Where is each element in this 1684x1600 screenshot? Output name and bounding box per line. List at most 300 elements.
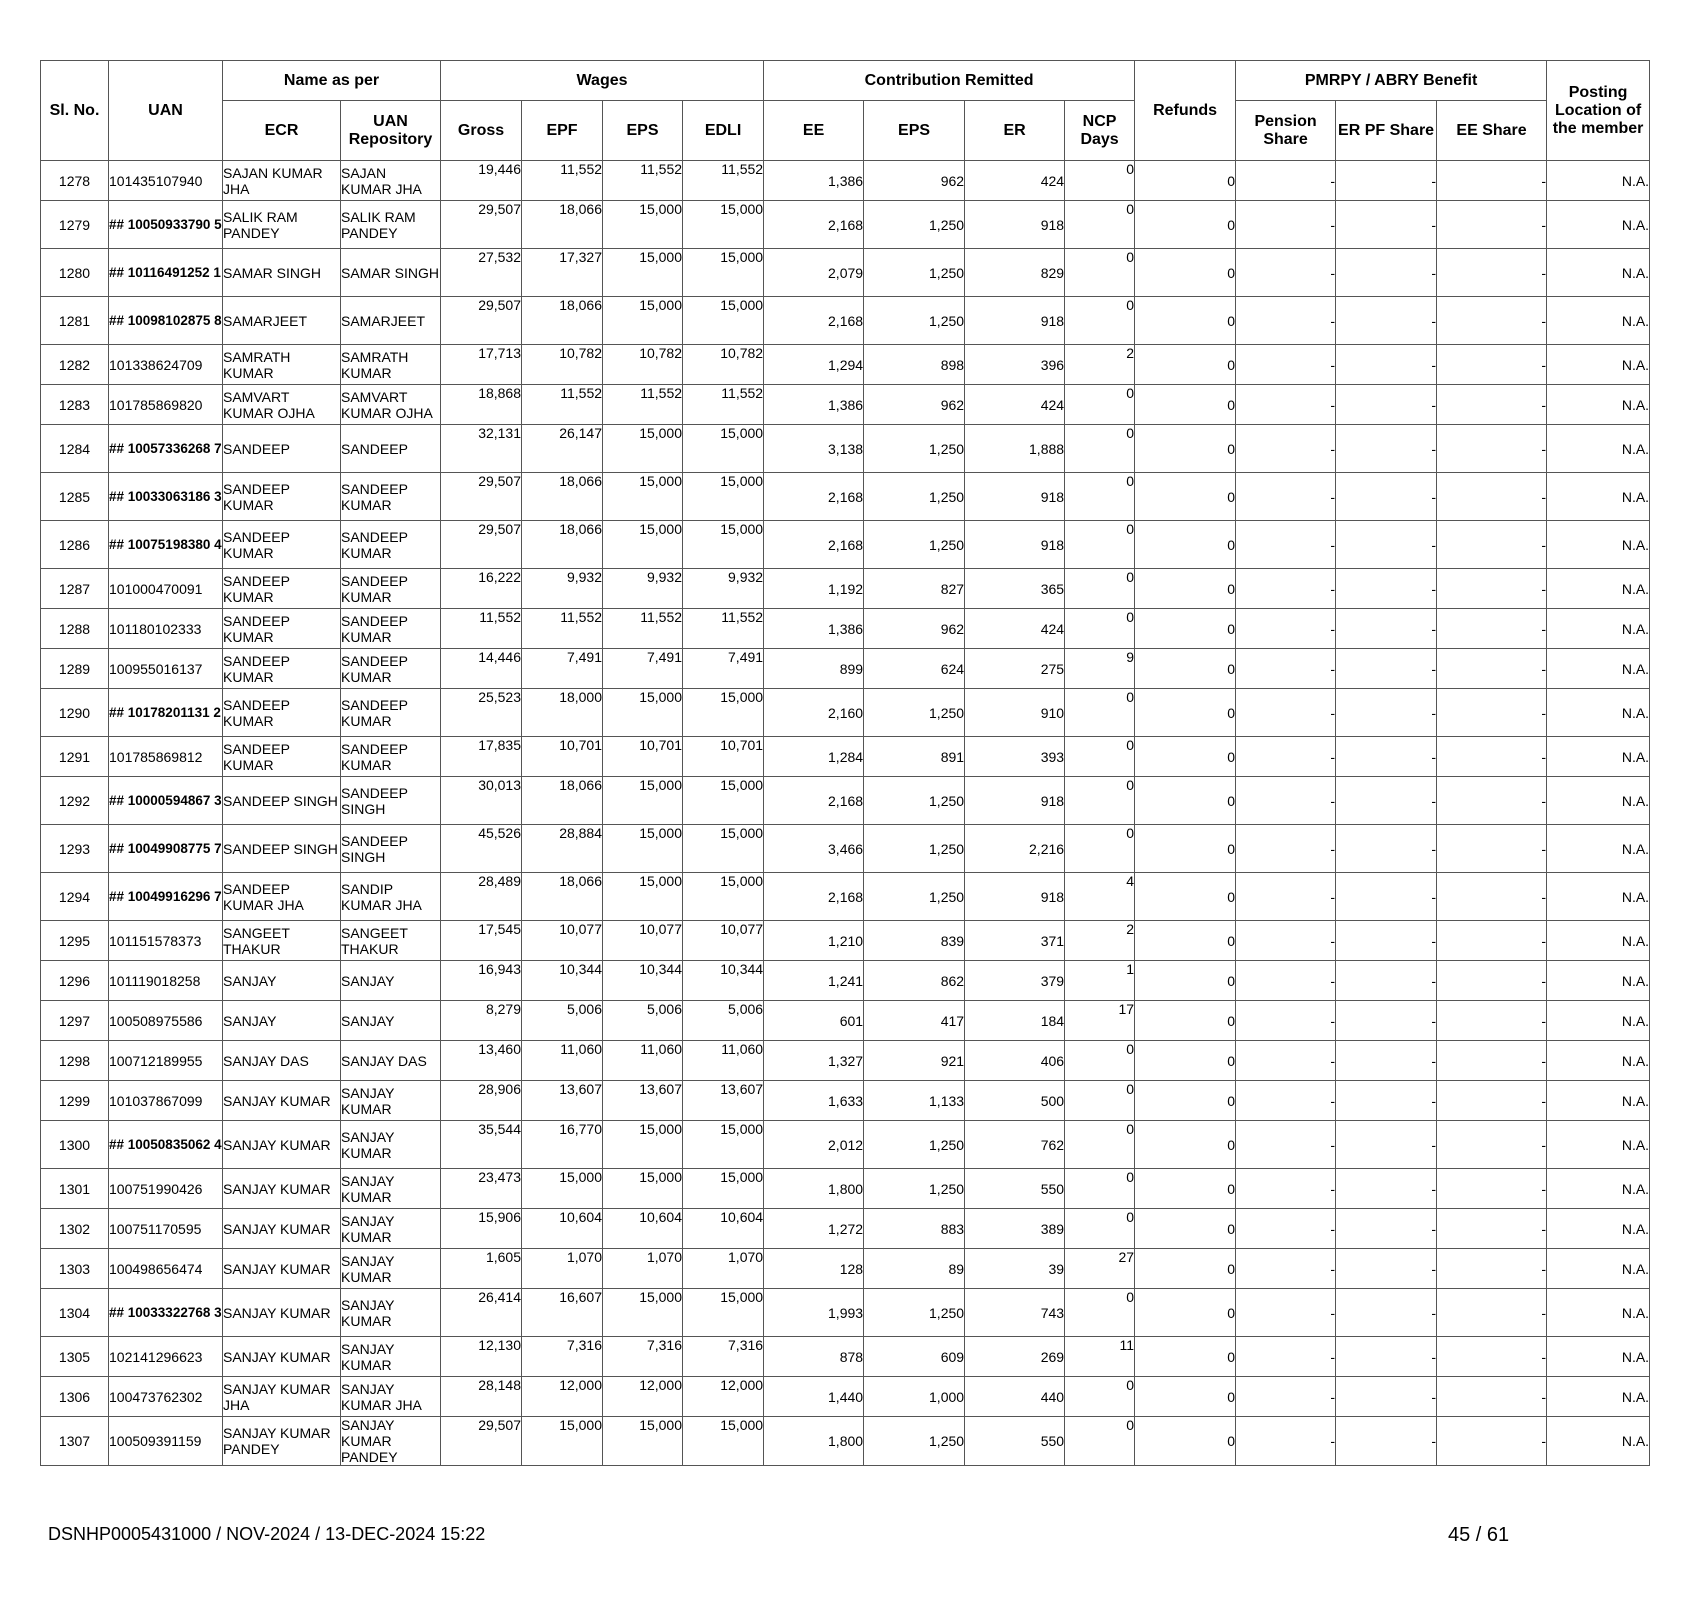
- cell-cr-eps: 1,133: [864, 1081, 965, 1121]
- cell-eps: 15,000: [603, 1121, 683, 1169]
- cell-ncp-days: 0: [1065, 473, 1135, 521]
- cell-eps: 1,070: [603, 1249, 683, 1289]
- cell-er: 406: [965, 1041, 1065, 1081]
- cell-edli: 15,000: [683, 1121, 764, 1169]
- cell-gross: 29,507: [441, 297, 522, 345]
- col-epf: EPF: [522, 101, 603, 161]
- cell-ee-share: -: [1437, 1081, 1547, 1121]
- cell-refunds: 0: [1135, 473, 1236, 521]
- cell-ecr-name: SANJAY KUMAR: [223, 1337, 341, 1377]
- cell-pension-share: -: [1236, 297, 1336, 345]
- cell-cr-eps: 1,000: [864, 1377, 965, 1417]
- cell-gross: 23,473: [441, 1169, 522, 1209]
- cell-repository-name: SANGEET THAKUR: [341, 921, 441, 961]
- cell-ecr-name: SANJAY: [223, 1001, 341, 1041]
- cell-uan: 100751170595: [109, 1209, 223, 1249]
- cell-ee-share: -: [1437, 737, 1547, 777]
- cell-uan: ## 10049916296 7: [109, 873, 223, 921]
- cell-ee: 2,168: [764, 777, 864, 825]
- cell-sl-no: 1294: [41, 873, 109, 921]
- cell-ecr-name: SANDEEP SINGH: [223, 825, 341, 873]
- cell-refunds: 0: [1135, 385, 1236, 425]
- cell-posting-location: N.A.: [1547, 1121, 1650, 1169]
- cell-ecr-name: SAMRATH KUMAR: [223, 345, 341, 385]
- cell-pension-share: -: [1236, 1377, 1336, 1417]
- cell-ncp-days: 0: [1065, 1289, 1135, 1337]
- cell-gross: 45,526: [441, 825, 522, 873]
- cell-ee: 878: [764, 1337, 864, 1377]
- page-number: 45 / 61: [1448, 1524, 1510, 1546]
- cell-ncp-days: 0: [1065, 1209, 1135, 1249]
- cell-ee-share: -: [1437, 345, 1547, 385]
- cell-cr-eps: 1,250: [864, 825, 965, 873]
- cell-repository-name: SANJAY KUMAR: [341, 1081, 441, 1121]
- cell-posting-location: N.A.: [1547, 425, 1650, 473]
- cell-sl-no: 1296: [41, 961, 109, 1001]
- cell-sl-no: 1283: [41, 385, 109, 425]
- cell-cr-eps: 862: [864, 961, 965, 1001]
- cell-gross: 30,013: [441, 777, 522, 825]
- col-edli: EDLI: [683, 101, 764, 161]
- col-sl-no: Sl. No.: [41, 61, 109, 161]
- cell-gross: 16,943: [441, 961, 522, 1001]
- cell-er-pf-share: -: [1336, 777, 1437, 825]
- cell-er-pf-share: -: [1336, 1041, 1437, 1081]
- cell-ecr-name: SANDEEP KUMAR: [223, 609, 341, 649]
- cell-ecr-name: SANJAY KUMAR: [223, 1249, 341, 1289]
- cell-refunds: 0: [1135, 689, 1236, 737]
- cell-sl-no: 1307: [41, 1417, 109, 1466]
- cell-edli: 10,782: [683, 345, 764, 385]
- cell-refunds: 0: [1135, 1121, 1236, 1169]
- cell-eps: 7,316: [603, 1337, 683, 1377]
- cell-eps: 12,000: [603, 1377, 683, 1417]
- cell-sl-no: 1287: [41, 569, 109, 609]
- cell-sl-no: 1282: [41, 345, 109, 385]
- cell-ee-share: -: [1437, 569, 1547, 609]
- cell-posting-location: N.A.: [1547, 873, 1650, 921]
- cell-epf: 10,077: [522, 921, 603, 961]
- cell-uan: 101000470091: [109, 569, 223, 609]
- cell-cr-eps: 1,250: [864, 473, 965, 521]
- cell-cr-eps: 1,250: [864, 1289, 965, 1337]
- cell-epf: 11,552: [522, 161, 603, 201]
- cell-er: 918: [965, 201, 1065, 249]
- col-ee-share: EE Share: [1437, 101, 1547, 161]
- cell-ncp-days: 0: [1065, 201, 1135, 249]
- cell-ee: 2,168: [764, 521, 864, 569]
- cell-sl-no: 1305: [41, 1337, 109, 1377]
- cell-edli: 15,000: [683, 873, 764, 921]
- cell-repository-name: SANDIP KUMAR JHA: [341, 873, 441, 921]
- cell-uan: 100473762302: [109, 1377, 223, 1417]
- cell-ecr-name: SALIK RAM PANDEY: [223, 201, 341, 249]
- cell-eps: 15,000: [603, 873, 683, 921]
- cell-edli: 15,000: [683, 1289, 764, 1337]
- cell-posting-location: N.A.: [1547, 1169, 1650, 1209]
- cell-eps: 10,782: [603, 345, 683, 385]
- cell-eps: 15,000: [603, 473, 683, 521]
- cell-gross: 13,460: [441, 1041, 522, 1081]
- cell-gross: 8,279: [441, 1001, 522, 1041]
- cell-ee: 2,079: [764, 249, 864, 297]
- cell-repository-name: SANJAY KUMAR: [341, 1289, 441, 1337]
- cell-posting-location: N.A.: [1547, 1337, 1650, 1377]
- cell-pension-share: -: [1236, 385, 1336, 425]
- cell-refunds: 0: [1135, 609, 1236, 649]
- cell-er: 918: [965, 873, 1065, 921]
- cell-er-pf-share: -: [1336, 1209, 1437, 1249]
- cell-cr-eps: 1,250: [864, 201, 965, 249]
- table-row: [41, 873, 1650, 921]
- cell-ee-share: -: [1437, 1289, 1547, 1337]
- cell-epf: 11,060: [522, 1041, 603, 1081]
- cell-edli: 15,000: [683, 297, 764, 345]
- cell-sl-no: 1295: [41, 921, 109, 961]
- cell-uan: ## 10000594867 3: [109, 777, 223, 825]
- col-posting-location: Posting Location of the member: [1547, 61, 1650, 161]
- cell-edli: 15,000: [683, 689, 764, 737]
- cell-sl-no: 1300: [41, 1121, 109, 1169]
- cell-cr-eps: 609: [864, 1337, 965, 1377]
- cell-repository-name: SANDEEP SINGH: [341, 825, 441, 873]
- cell-pension-share: -: [1236, 1121, 1336, 1169]
- cell-refunds: 0: [1135, 1001, 1236, 1041]
- cell-posting-location: N.A.: [1547, 921, 1650, 961]
- cell-ncp-days: 0: [1065, 1417, 1135, 1466]
- col-uan-repository: UAN Repository: [341, 101, 441, 161]
- col-ecr: ECR: [223, 101, 341, 161]
- cell-er-pf-share: -: [1336, 961, 1437, 1001]
- cell-refunds: 0: [1135, 1209, 1236, 1249]
- cell-posting-location: N.A.: [1547, 521, 1650, 569]
- col-gross: Gross: [441, 101, 522, 161]
- cell-ee-share: -: [1437, 1209, 1547, 1249]
- cell-refunds: 0: [1135, 1417, 1236, 1466]
- cell-eps: 15,000: [603, 825, 683, 873]
- cell-ecr-name: SAMVART KUMAR OJHA: [223, 385, 341, 425]
- cell-ee-share: -: [1437, 689, 1547, 737]
- cell-sl-no: 1290: [41, 689, 109, 737]
- cell-edli: 15,000: [683, 1169, 764, 1209]
- cell-repository-name: SALIK RAM PANDEY: [341, 201, 441, 249]
- cell-posting-location: N.A.: [1547, 961, 1650, 1001]
- cell-eps: 10,701: [603, 737, 683, 777]
- cell-er: 500: [965, 1081, 1065, 1121]
- cell-ee: 2,168: [764, 473, 864, 521]
- cell-epf: 15,000: [522, 1417, 603, 1466]
- cell-gross: 17,835: [441, 737, 522, 777]
- cell-ee-share: -: [1437, 161, 1547, 201]
- cell-ee-share: -: [1437, 649, 1547, 689]
- cell-ecr-name: SANDEEP KUMAR: [223, 689, 341, 737]
- cell-er: 918: [965, 777, 1065, 825]
- table-row: [41, 1121, 1650, 1169]
- cell-pension-share: -: [1236, 345, 1336, 385]
- cell-cr-eps: 1,250: [864, 1121, 965, 1169]
- cell-ee: 1,386: [764, 609, 864, 649]
- cell-ncp-days: 0: [1065, 1169, 1135, 1209]
- cell-eps: 13,607: [603, 1081, 683, 1121]
- cell-er: 918: [965, 521, 1065, 569]
- cell-posting-location: N.A.: [1547, 649, 1650, 689]
- cell-epf: 16,770: [522, 1121, 603, 1169]
- cell-ee-share: -: [1437, 825, 1547, 873]
- cell-eps: 11,552: [603, 161, 683, 201]
- cell-pension-share: -: [1236, 1249, 1336, 1289]
- cell-er-pf-share: -: [1336, 921, 1437, 961]
- cell-posting-location: N.A.: [1547, 1249, 1650, 1289]
- cell-epf: 18,000: [522, 689, 603, 737]
- cell-edli: 1,070: [683, 1249, 764, 1289]
- cell-refunds: 0: [1135, 201, 1236, 249]
- cell-ecr-name: SANDEEP KUMAR: [223, 521, 341, 569]
- cell-epf: 26,147: [522, 425, 603, 473]
- cell-edli: 13,607: [683, 1081, 764, 1121]
- cell-pension-share: -: [1236, 161, 1336, 201]
- cell-ncp-days: 0: [1065, 737, 1135, 777]
- cell-ee: 2,168: [764, 297, 864, 345]
- table-row: [41, 737, 1650, 777]
- cell-er: 550: [965, 1417, 1065, 1466]
- cell-er: 440: [965, 1377, 1065, 1417]
- cell-repository-name: SANJAY: [341, 1001, 441, 1041]
- cell-ecr-name: SANDEEP KUMAR: [223, 569, 341, 609]
- cell-er: 918: [965, 297, 1065, 345]
- cell-refunds: 0: [1135, 777, 1236, 825]
- cell-uan: ## 10050933790 5: [109, 201, 223, 249]
- group-name-as-per: Name as per: [223, 61, 441, 101]
- cell-ncp-days: 0: [1065, 1121, 1135, 1169]
- cell-ee-share: -: [1437, 201, 1547, 249]
- cell-ncp-days: 27: [1065, 1249, 1135, 1289]
- cell-epf: 18,066: [522, 777, 603, 825]
- cell-repository-name: SAMRATH KUMAR: [341, 345, 441, 385]
- cell-gross: 28,906: [441, 1081, 522, 1121]
- cell-posting-location: N.A.: [1547, 161, 1650, 201]
- cell-cr-eps: 1,250: [864, 873, 965, 921]
- cell-refunds: 0: [1135, 737, 1236, 777]
- cell-edli: 5,006: [683, 1001, 764, 1041]
- cell-epf: 11,552: [522, 609, 603, 649]
- cell-ncp-days: 11: [1065, 1337, 1135, 1377]
- cell-ncp-days: 0: [1065, 569, 1135, 609]
- cell-pension-share: -: [1236, 1041, 1336, 1081]
- cell-sl-no: 1306: [41, 1377, 109, 1417]
- table-row: [41, 345, 1650, 385]
- cell-er-pf-share: -: [1336, 521, 1437, 569]
- cell-er-pf-share: -: [1336, 425, 1437, 473]
- cell-ee: 1,440: [764, 1377, 864, 1417]
- cell-ecr-name: SAMAR SINGH: [223, 249, 341, 297]
- cell-cr-eps: 962: [864, 161, 965, 201]
- cell-epf: 7,316: [522, 1337, 603, 1377]
- cell-ncp-days: 0: [1065, 825, 1135, 873]
- cell-ee-share: -: [1437, 249, 1547, 297]
- cell-gross: 35,544: [441, 1121, 522, 1169]
- cell-epf: 9,932: [522, 569, 603, 609]
- cell-ee: 601: [764, 1001, 864, 1041]
- cell-ecr-name: SANDEEP: [223, 425, 341, 473]
- cell-cr-eps: 1,250: [864, 249, 965, 297]
- cell-edli: 10,701: [683, 737, 764, 777]
- cell-repository-name: SAMARJEET: [341, 297, 441, 345]
- cell-ecr-name: SANJAY KUMAR: [223, 1169, 341, 1209]
- cell-ee-share: -: [1437, 921, 1547, 961]
- cell-repository-name: SAJAN KUMAR JHA: [341, 161, 441, 201]
- cell-ncp-days: 4: [1065, 873, 1135, 921]
- table-row: [41, 1041, 1650, 1081]
- cell-cr-eps: 1,250: [864, 521, 965, 569]
- cell-posting-location: N.A.: [1547, 1289, 1650, 1337]
- cell-er: 393: [965, 737, 1065, 777]
- cell-ncp-days: 0: [1065, 689, 1135, 737]
- cell-cr-eps: 1,250: [864, 777, 965, 825]
- table-row: [41, 1209, 1650, 1249]
- cell-epf: 11,552: [522, 385, 603, 425]
- cell-gross: 29,507: [441, 521, 522, 569]
- table-row: [41, 1249, 1650, 1289]
- cell-uan: 101338624709: [109, 345, 223, 385]
- cell-pension-share: -: [1236, 825, 1336, 873]
- cell-epf: 12,000: [522, 1377, 603, 1417]
- cell-pension-share: -: [1236, 1081, 1336, 1121]
- table-row: [41, 649, 1650, 689]
- cell-repository-name: SANJAY KUMAR: [341, 1169, 441, 1209]
- cell-repository-name: SANJAY KUMAR JHA: [341, 1377, 441, 1417]
- cell-uan: 101119018258: [109, 961, 223, 1001]
- cell-cr-eps: 1,250: [864, 1417, 965, 1466]
- cell-sl-no: 1281: [41, 297, 109, 345]
- cell-er: 365: [965, 569, 1065, 609]
- cell-ee: 1,284: [764, 737, 864, 777]
- cell-epf: 18,066: [522, 201, 603, 249]
- cell-er-pf-share: -: [1336, 737, 1437, 777]
- cell-gross: 29,507: [441, 201, 522, 249]
- table-row: [41, 1337, 1650, 1377]
- cell-ee: 1,210: [764, 921, 864, 961]
- cell-pension-share: -: [1236, 873, 1336, 921]
- cell-refunds: 0: [1135, 425, 1236, 473]
- cell-pension-share: -: [1236, 425, 1336, 473]
- cell-edli: 15,000: [683, 249, 764, 297]
- cell-posting-location: N.A.: [1547, 297, 1650, 345]
- col-pension-share: Pension Share: [1236, 101, 1336, 161]
- cell-epf: 10,701: [522, 737, 603, 777]
- col-uan: UAN: [109, 61, 223, 161]
- col-er: ER: [965, 101, 1065, 161]
- cell-uan: ## 10049908775 7: [109, 825, 223, 873]
- cell-pension-share: -: [1236, 1417, 1336, 1466]
- cell-pension-share: -: [1236, 689, 1336, 737]
- cell-cr-eps: 1,250: [864, 689, 965, 737]
- cell-edli: 11,552: [683, 161, 764, 201]
- cell-edli: 15,000: [683, 825, 764, 873]
- cell-ecr-name: SANDEEP KUMAR: [223, 473, 341, 521]
- cell-eps: 10,604: [603, 1209, 683, 1249]
- cell-ncp-days: 2: [1065, 345, 1135, 385]
- cell-ecr-name: SANJAY: [223, 961, 341, 1001]
- cell-ee: 3,466: [764, 825, 864, 873]
- cell-refunds: 0: [1135, 1377, 1236, 1417]
- cell-gross: 12,130: [441, 1337, 522, 1377]
- cell-edli: 15,000: [683, 777, 764, 825]
- cell-ee: 1,800: [764, 1169, 864, 1209]
- cell-refunds: 0: [1135, 249, 1236, 297]
- cell-epf: 17,327: [522, 249, 603, 297]
- table-row: [41, 569, 1650, 609]
- cell-ee: 1,272: [764, 1209, 864, 1249]
- cell-ee: 1,294: [764, 345, 864, 385]
- cell-ee-share: -: [1437, 425, 1547, 473]
- cell-er: 184: [965, 1001, 1065, 1041]
- cell-epf: 18,066: [522, 473, 603, 521]
- cell-refunds: 0: [1135, 825, 1236, 873]
- cell-pension-share: -: [1236, 201, 1336, 249]
- cell-sl-no: 1284: [41, 425, 109, 473]
- cell-gross: 27,532: [441, 249, 522, 297]
- cell-refunds: 0: [1135, 1169, 1236, 1209]
- cell-refunds: 0: [1135, 873, 1236, 921]
- cell-epf: 18,066: [522, 873, 603, 921]
- cell-ncp-days: 0: [1065, 385, 1135, 425]
- cell-repository-name: SANDEEP KUMAR: [341, 473, 441, 521]
- cell-sl-no: 1278: [41, 161, 109, 201]
- cell-er-pf-share: -: [1336, 1289, 1437, 1337]
- cell-edli: 11,552: [683, 385, 764, 425]
- cell-uan: ## 10098102875 8: [109, 297, 223, 345]
- cell-epf: 18,066: [522, 521, 603, 569]
- cell-posting-location: N.A.: [1547, 1417, 1650, 1466]
- cell-er: 39: [965, 1249, 1065, 1289]
- cell-gross: 28,148: [441, 1377, 522, 1417]
- cell-gross: 17,545: [441, 921, 522, 961]
- cell-epf: 7,491: [522, 649, 603, 689]
- cell-pension-share: -: [1236, 1001, 1336, 1041]
- cell-epf: 1,070: [522, 1249, 603, 1289]
- cell-ncp-days: 2: [1065, 921, 1135, 961]
- cell-posting-location: N.A.: [1547, 737, 1650, 777]
- cell-posting-location: N.A.: [1547, 473, 1650, 521]
- cell-gross: 17,713: [441, 345, 522, 385]
- cell-posting-location: N.A.: [1547, 1001, 1650, 1041]
- cell-refunds: 0: [1135, 161, 1236, 201]
- cell-ee-share: -: [1437, 1377, 1547, 1417]
- cell-eps: 15,000: [603, 1289, 683, 1337]
- cell-ee-share: -: [1437, 1169, 1547, 1209]
- cell-cr-eps: 417: [864, 1001, 965, 1041]
- cell-ee-share: -: [1437, 1001, 1547, 1041]
- cell-ee-share: -: [1437, 385, 1547, 425]
- table-row: [41, 201, 1650, 249]
- cell-uan: ## 10178201131 2: [109, 689, 223, 737]
- cell-epf: 13,607: [522, 1081, 603, 1121]
- cell-pension-share: -: [1236, 1337, 1336, 1377]
- cell-sl-no: 1299: [41, 1081, 109, 1121]
- cell-pension-share: -: [1236, 1169, 1336, 1209]
- cell-eps: 15,000: [603, 777, 683, 825]
- col-cr-eps: EPS: [864, 101, 965, 161]
- cell-cr-eps: 891: [864, 737, 965, 777]
- cell-repository-name: SANDEEP KUMAR: [341, 737, 441, 777]
- cell-cr-eps: 89: [864, 1249, 965, 1289]
- cell-er-pf-share: -: [1336, 689, 1437, 737]
- cell-edli: 12,000: [683, 1377, 764, 1417]
- cell-sl-no: 1304: [41, 1289, 109, 1337]
- cell-ncp-days: 0: [1065, 1041, 1135, 1081]
- cell-eps: 5,006: [603, 1001, 683, 1041]
- cell-refunds: 0: [1135, 649, 1236, 689]
